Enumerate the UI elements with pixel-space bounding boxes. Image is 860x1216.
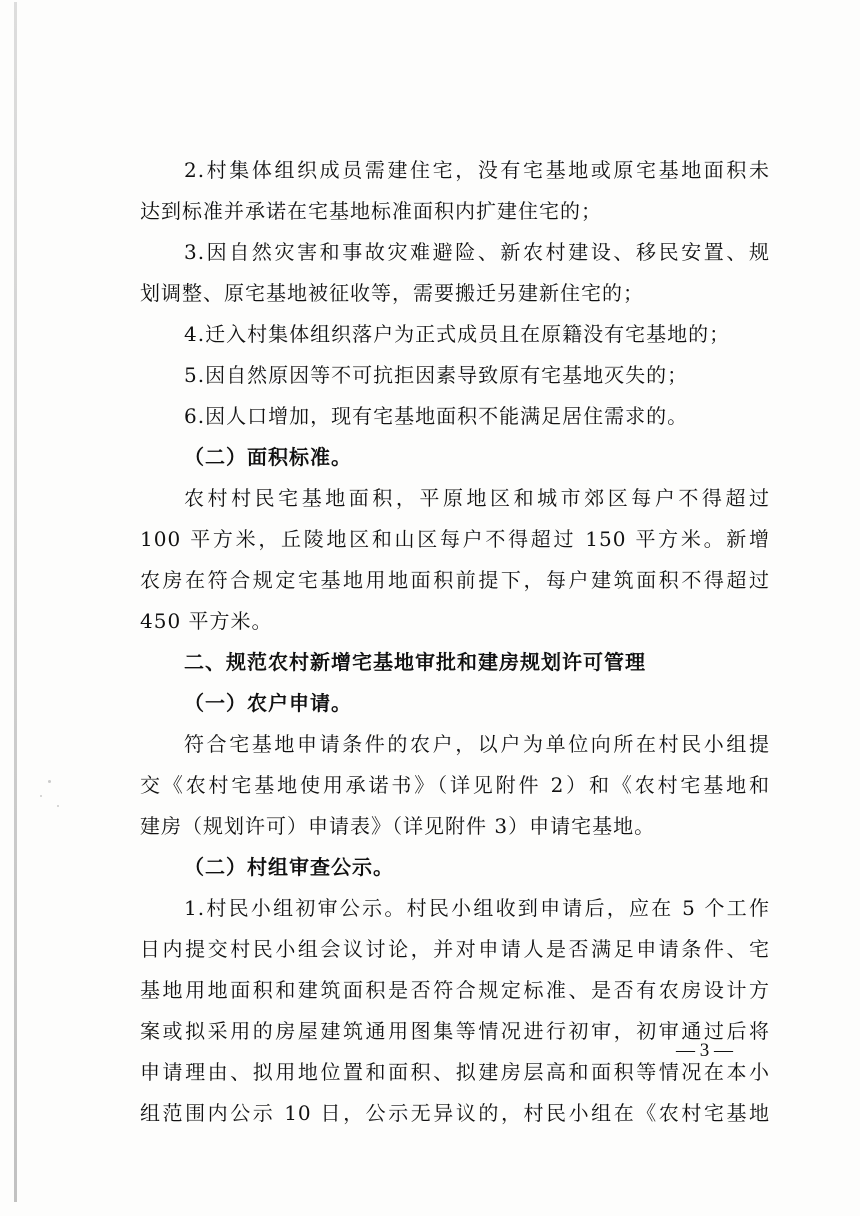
section-heading: （二）面积标准。 <box>184 445 352 469</box>
text-line: 达到标准并承诺在宅基地标准面积内扩建住宅的； <box>140 199 602 223</box>
text-line: 基地用地面积和建筑面积是否符合规定标准、是否有农房设计方 <box>140 978 770 1002</box>
page-number: — 3 — <box>676 1040 733 1061</box>
text-line: 100 平方米，丘陵地区和山区每户不得超过 150 平方米。新增 <box>140 527 770 551</box>
text-line: 450 平方米。 <box>140 609 273 633</box>
document-body <box>140 150 770 1134</box>
text-line: 建房（规划许可）申请表》（详见附件 3）申请宅基地。 <box>140 814 656 838</box>
text-line: 6.因人口增加，现有宅基地面积不能满足居住需求的。 <box>184 404 689 428</box>
text-line: 申请理由、拟用地位置和面积、拟建房层高和面积等情况在本小 <box>140 1060 770 1084</box>
text-line: 3.因自然灾害和事故灾难避险、新农村建设、移民安置、规 <box>184 240 770 264</box>
scan-speck <box>57 805 59 807</box>
scan-speck <box>40 795 42 797</box>
text-line: 1.村民小组初审公示。村民小组收到申请后，应在 5 个工作 <box>184 896 770 920</box>
scan-edge-shadow <box>14 2 17 1202</box>
section-heading: （二）村组审查公示。 <box>184 855 394 879</box>
text-line: 2.村集体组织成员需建住宅，没有宅基地或原宅基地面积未 <box>184 158 770 182</box>
text-line: 农村村民宅基地面积，平原地区和城市郊区每户不得超过 <box>184 486 770 510</box>
text-line: 组范围内公示 10 日，公示无异议的，村民小组在《农村宅基地 <box>140 1101 770 1125</box>
scan-speck <box>48 780 51 783</box>
text-line: 农房在符合规定宅基地用地面积前提下，每户建筑面积不得超过 <box>140 568 770 592</box>
text-line: 交《农村宅基地使用承诺书》（详见附件 2）和《农村宅基地和 <box>140 773 770 797</box>
chapter-heading: 二、规范农村新增宅基地审批和建房规划许可管理 <box>184 650 646 674</box>
section-heading: （一）农户申请。 <box>184 691 352 715</box>
text-line: 5.因自然原因等不可抗拒因素导致原有宅基地灭失的； <box>184 363 689 387</box>
text-line: 案或拟采用的房屋建筑通用图集等情况进行初审，初审通过后将 <box>140 1019 770 1043</box>
text-line: 划调整、原宅基地被征收等，需要搬迁另建新住宅的； <box>140 281 644 305</box>
text-line: 日内提交村民小组会议讨论，并对申请人是否满足申请条件、宅 <box>140 937 770 961</box>
text-line: 符合宅基地申请条件的农户，以户为单位向所在村民小组提 <box>184 732 770 756</box>
text-line: 4.迁入村集体组织落户为正式成员且在原籍没有宅基地的； <box>184 322 731 346</box>
